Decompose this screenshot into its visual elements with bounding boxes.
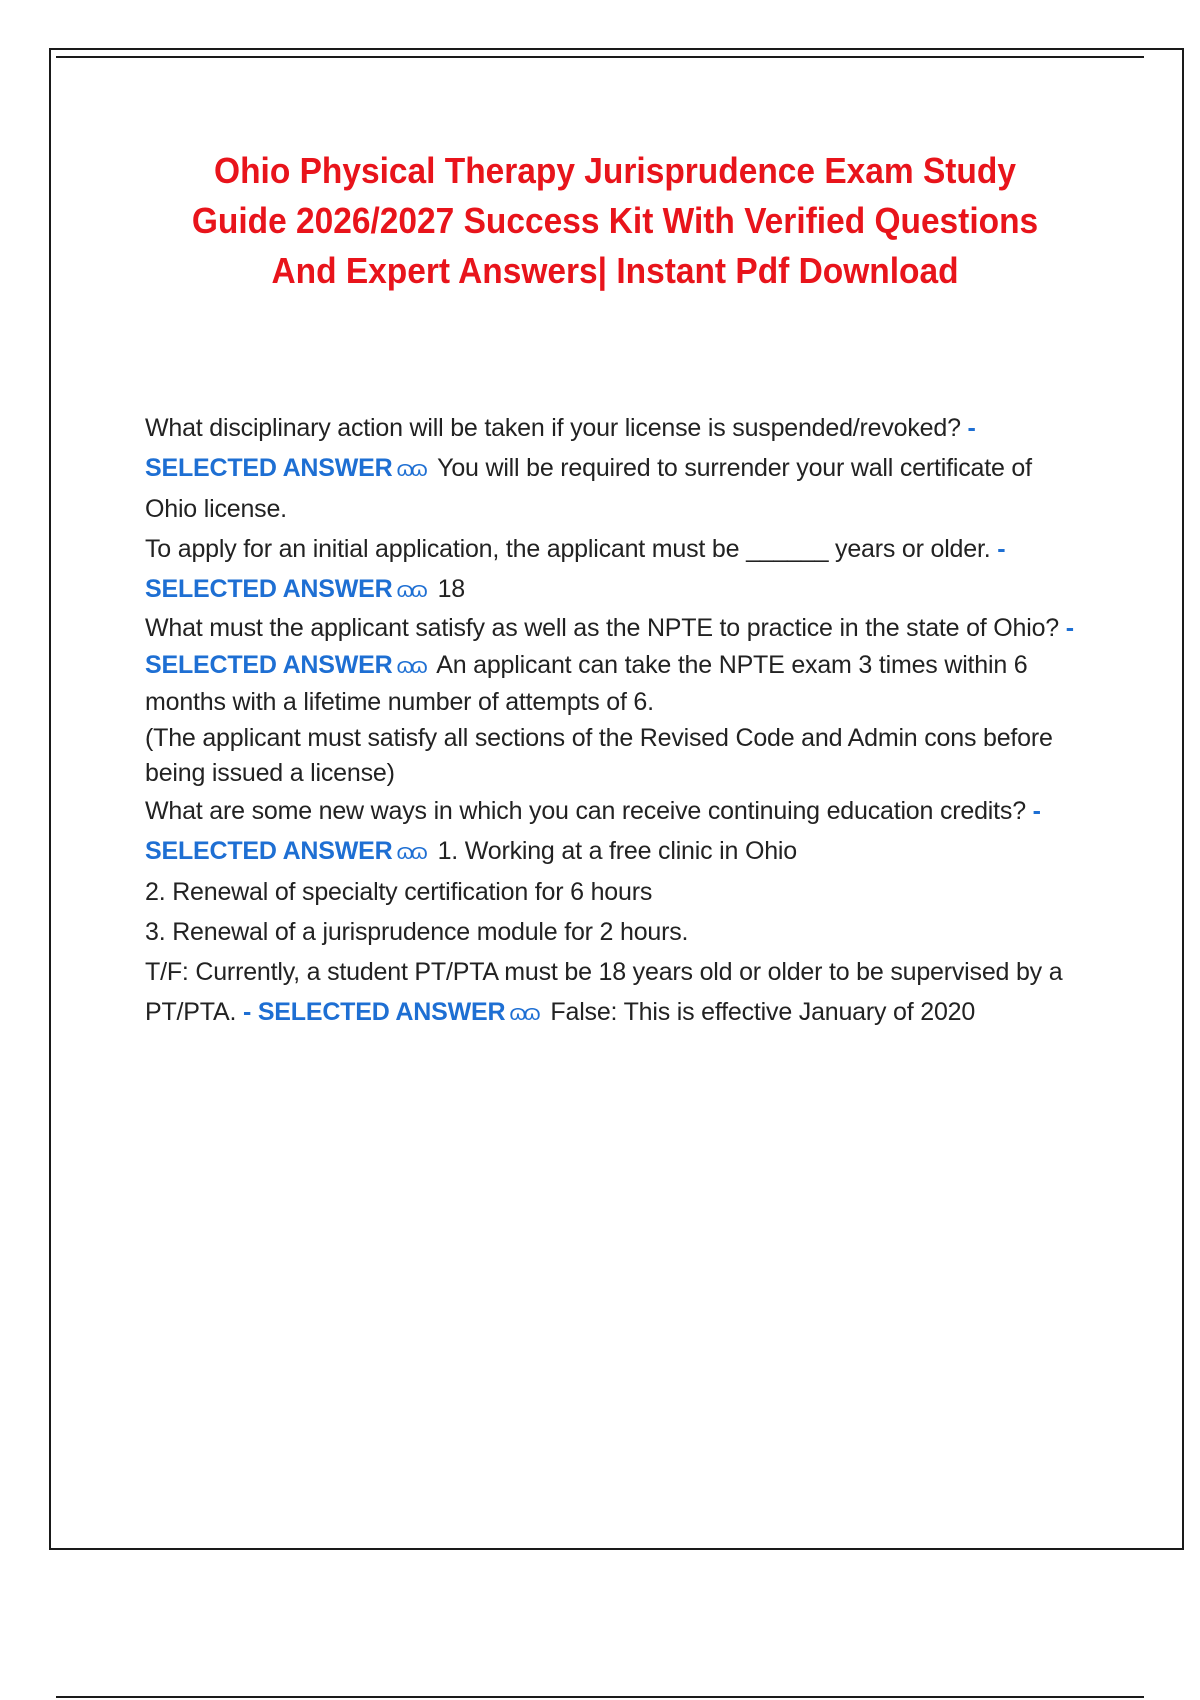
- answer-text: An applicant can take the NPTE exam 3 times within 6 months with a lifetime number of attempts of 6.: [145, 651, 1028, 716]
- qa-item-2: [145, 529, 1085, 610]
- question-text: T/F: Currently, a student PT/PTA must be 18 years old or older to be supervised by a PT/PTA.: [145, 958, 1063, 1026]
- answer-text: You will be required to surrender your wall certificate of Ohio license.: [145, 454, 1032, 523]
- answer-glyph-icon: ɷɷ: [396, 839, 425, 864]
- answer-glyph-icon: ɷɷ: [509, 1000, 538, 1025]
- selected-answer-label: - SELECTED ANSWER: [145, 414, 976, 482]
- question-text: What are some new ways in which you can receive continuing education credits?: [145, 797, 1026, 825]
- answer-text: False: This is effective January of 2020: [550, 998, 976, 1026]
- answer-text: 1. Working at a free clinic in Ohio: [437, 837, 797, 865]
- question-text: To apply for an initial application, the applicant must be ______ years or older.: [145, 535, 991, 563]
- qa-note: [145, 721, 1085, 791]
- top-rule: [56, 56, 1144, 58]
- answer-list-item: 2. Renewal of specialty certification for 6 hours: [145, 878, 653, 906]
- answer-glyph-icon: ɷɷ: [396, 456, 425, 481]
- selected-answer-label: - SELECTED ANSWER: [145, 535, 1006, 603]
- bottom-rule: [56, 1696, 1144, 1698]
- note-text: (The applicant must satisfy all sections of the Revised Code and Admin cons before being issued a license): [145, 724, 1053, 787]
- question-text: What must the applicant satisfy as well as the NPTE to practice in the state of Ohio?: [145, 614, 1059, 642]
- selected-answer-label: - SELECTED ANSWER: [145, 797, 1041, 865]
- document-title: Ohio Physical Therapy Jurisprudence Exam Study Guide 2026/2027 Success Kit With Verified Questions And Expert Answers| Instant Pdf Download: [191, 150, 1039, 291]
- answer-text: 18: [437, 575, 466, 603]
- qa-item-3: [145, 610, 1085, 721]
- qa-item-6: [145, 952, 1085, 1033]
- qa-item-5: [145, 791, 1085, 872]
- answer-glyph-icon: ɷɷ: [396, 653, 425, 678]
- qa-item-1: [145, 408, 1085, 529]
- answer-list-item: 3. Renewal of a jurisprudence module for 2 hours.: [145, 918, 689, 946]
- question-text: What disciplinary action will be taken if your license is suspended/revoked?: [145, 414, 961, 442]
- qa-content: [145, 408, 1085, 1033]
- answer-glyph-icon: ɷɷ: [396, 577, 425, 602]
- selected-answer-label: - SELECTED ANSWER: [242, 998, 506, 1026]
- selected-answer-label: - SELECTED ANSWER: [145, 614, 1074, 679]
